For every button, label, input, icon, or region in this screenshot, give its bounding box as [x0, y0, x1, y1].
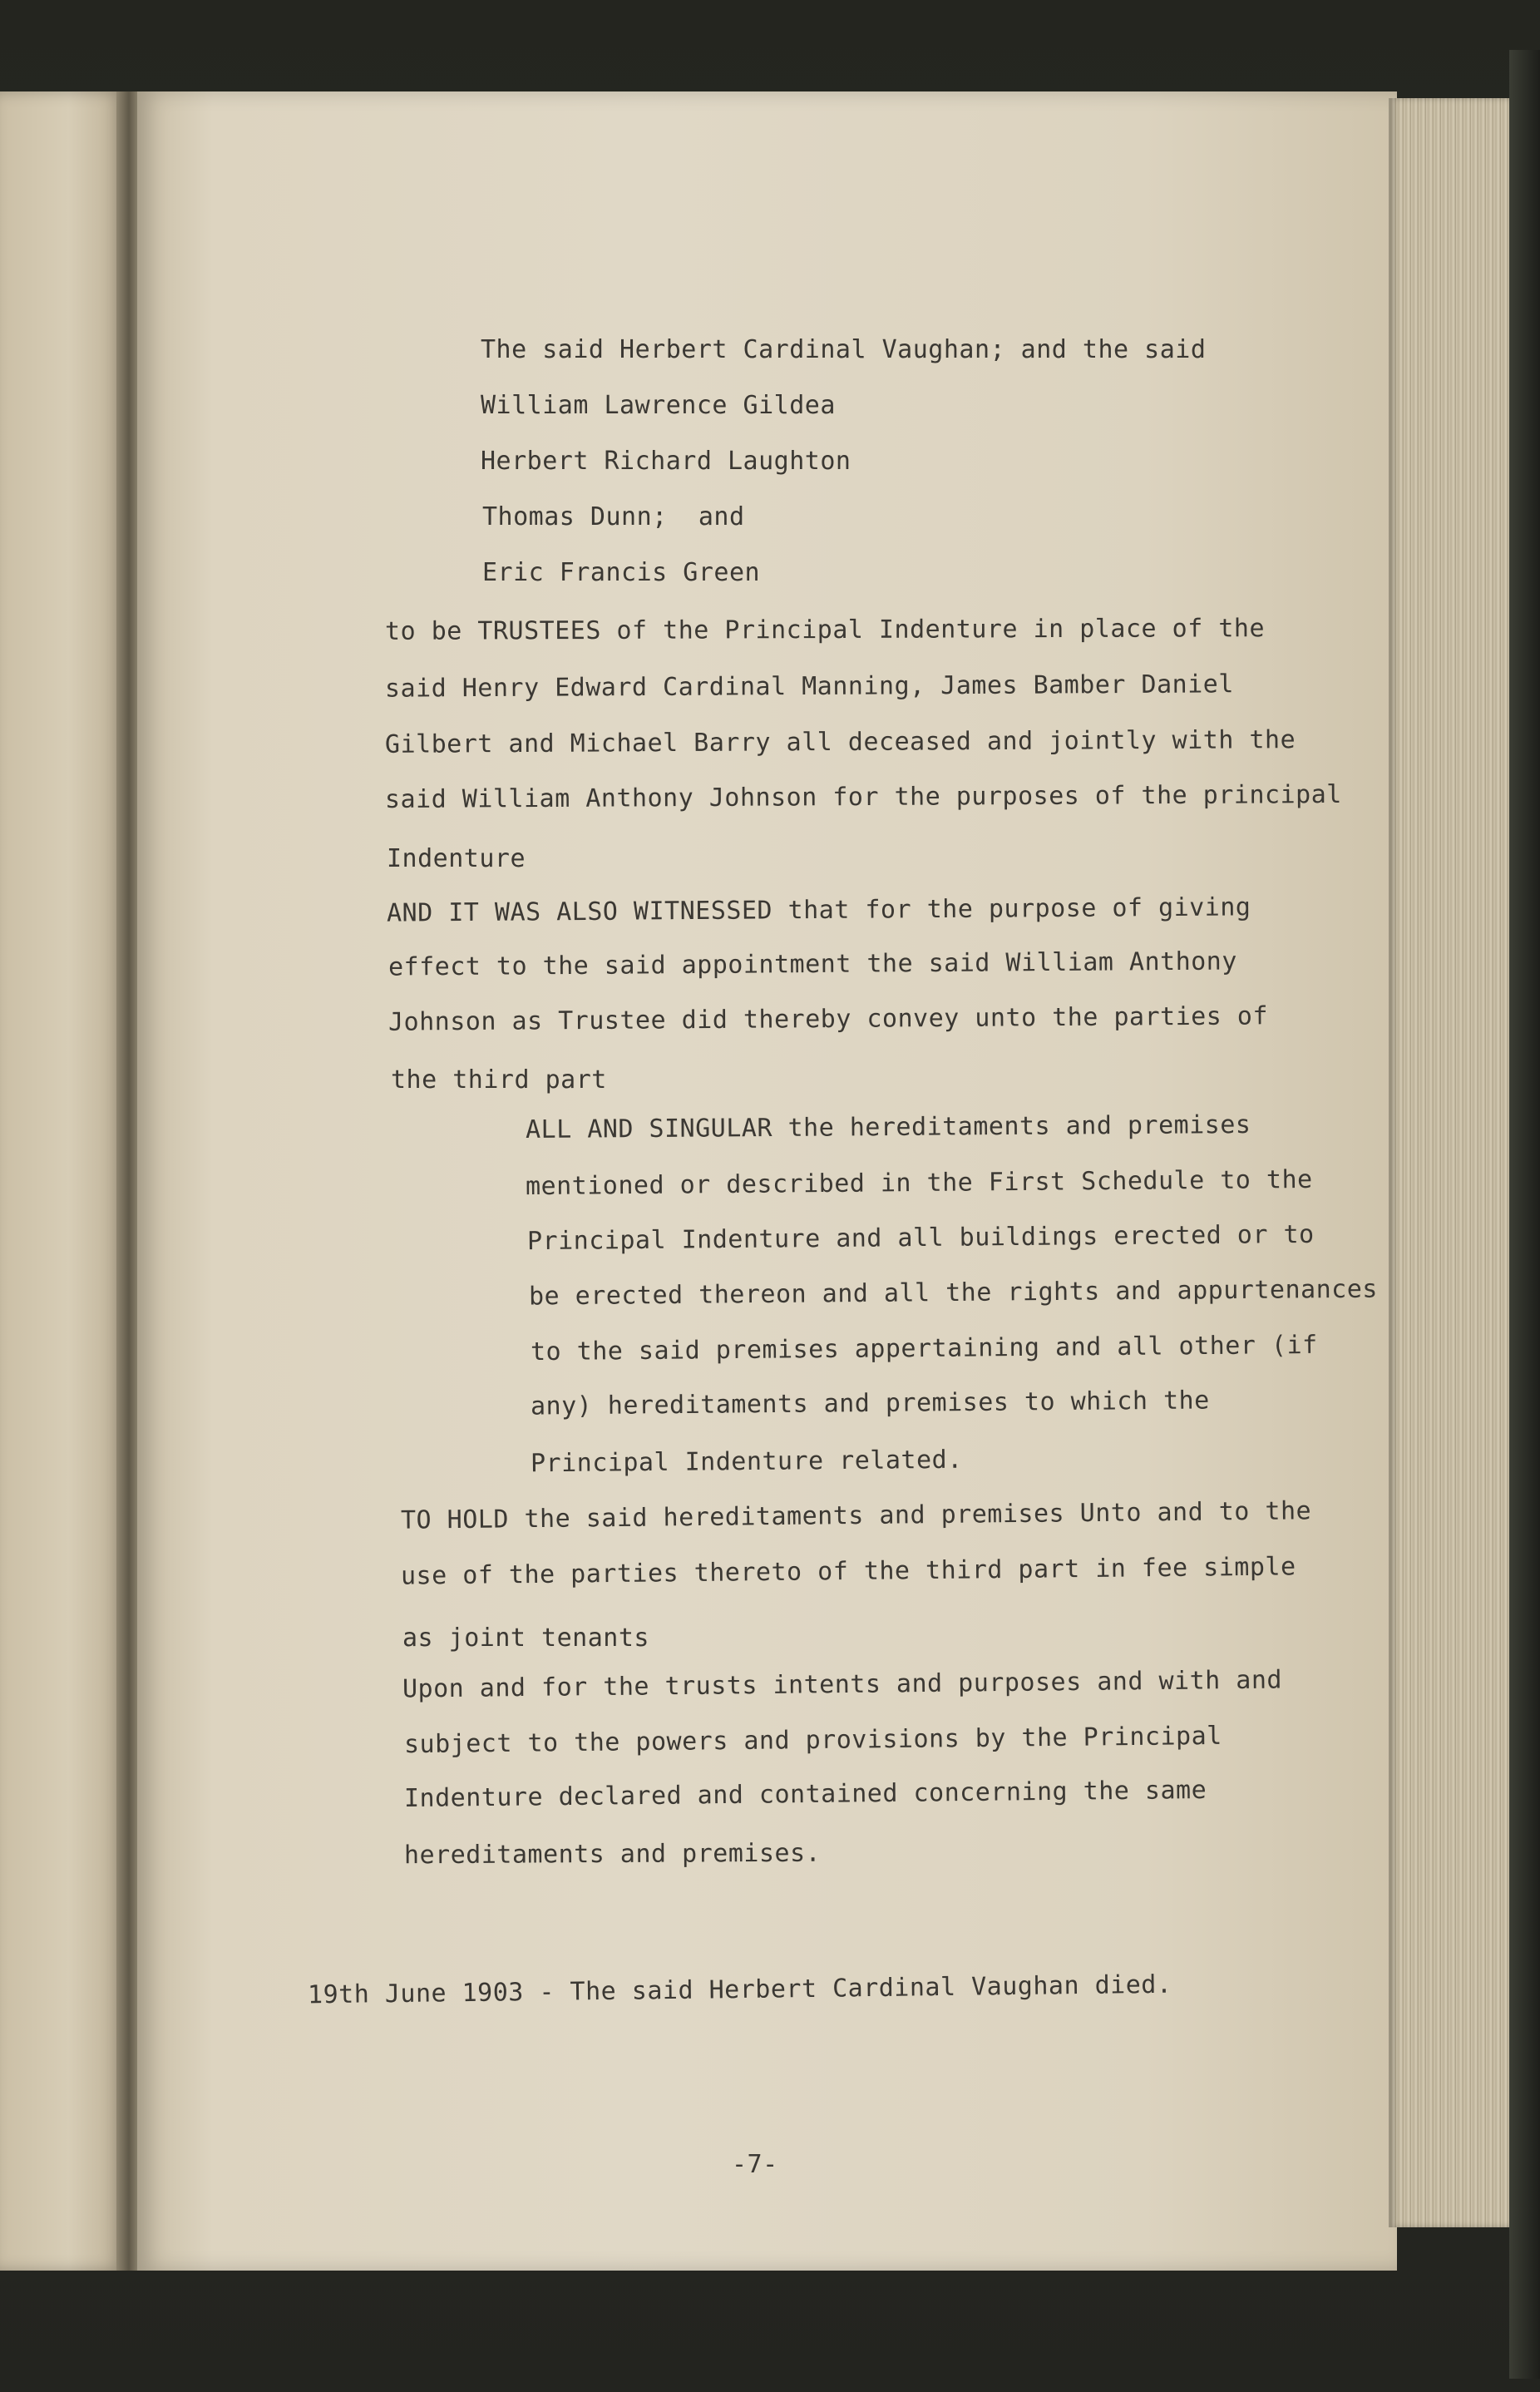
text-line: effect to the said appointment the said William Anthony — [387, 946, 1237, 982]
text-line: ALL AND SINGULAR the hereditaments and premises — [525, 1110, 1251, 1145]
text-line: William Lawrence Gildea — [481, 391, 836, 420]
text-line: to be TRUSTEES of the Principal Indenture in place of the — [384, 614, 1266, 646]
book-cover-edge — [1509, 50, 1540, 2379]
text-line: Upon and for the trusts intents and purposes and with and — [402, 1665, 1283, 1704]
text-line: any) hereditaments and premises to which the — [530, 1386, 1210, 1421]
text-line: TO HOLD the said hereditaments and premises Unto and to the — [400, 1496, 1312, 1535]
text-line: Herbert Richard Laughton — [481, 447, 851, 476]
text-line: as joint tenants — [402, 1623, 649, 1653]
text-line: use of the parties thereto of the third part in fee simple — [400, 1552, 1296, 1591]
text-line: Thomas Dunn; and — [482, 502, 745, 531]
text-line: be erected thereon and all the rights and appurtenances — [528, 1274, 1379, 1312]
text-line: Indenture declared and contained concerning the same — [403, 1775, 1207, 1814]
text-line: Eric Francis Green — [482, 558, 761, 587]
text-line: The said Herbert Cardinal Vaughan; and the said — [481, 335, 1207, 364]
page-number: -7- — [732, 2150, 778, 2179]
text-line: Principal Indenture related. — [530, 1445, 963, 1479]
text-line: Principal Indenture and all buildings erected or to — [526, 1219, 1315, 1257]
text-line: AND IT WAS ALSO WITNESSED that for the purpose of giving — [386, 892, 1251, 928]
text-line: mentioned or described in the First Schedule to the — [525, 1164, 1313, 1202]
text-line: the third part — [391, 1065, 607, 1095]
text-line: Gilbert and Michael Barry all deceased and jointly with the — [384, 725, 1296, 759]
text-line: said Henry Edward Cardinal Manning, James Bamber Daniel — [384, 670, 1234, 704]
text-line: to the said premises appertaining and all other (if — [530, 1330, 1318, 1367]
text-line: hereditaments and premises. — [403, 1838, 822, 1871]
date-entry: 19th June 1903 - The said Herbert Cardinal Vaughan died. — [307, 1969, 1172, 2010]
text-line: Indenture — [387, 844, 526, 873]
page-stack-edges — [1389, 98, 1513, 2227]
left-page-edge — [0, 91, 125, 2271]
text-line: Johnson as Trustee did thereby convey unto the parties of — [387, 1001, 1269, 1037]
text-line: said William Anthony Johnson for the purposes of the principal — [384, 779, 1342, 815]
text-line: subject to the powers and provisions by the Principal — [403, 1721, 1222, 1760]
